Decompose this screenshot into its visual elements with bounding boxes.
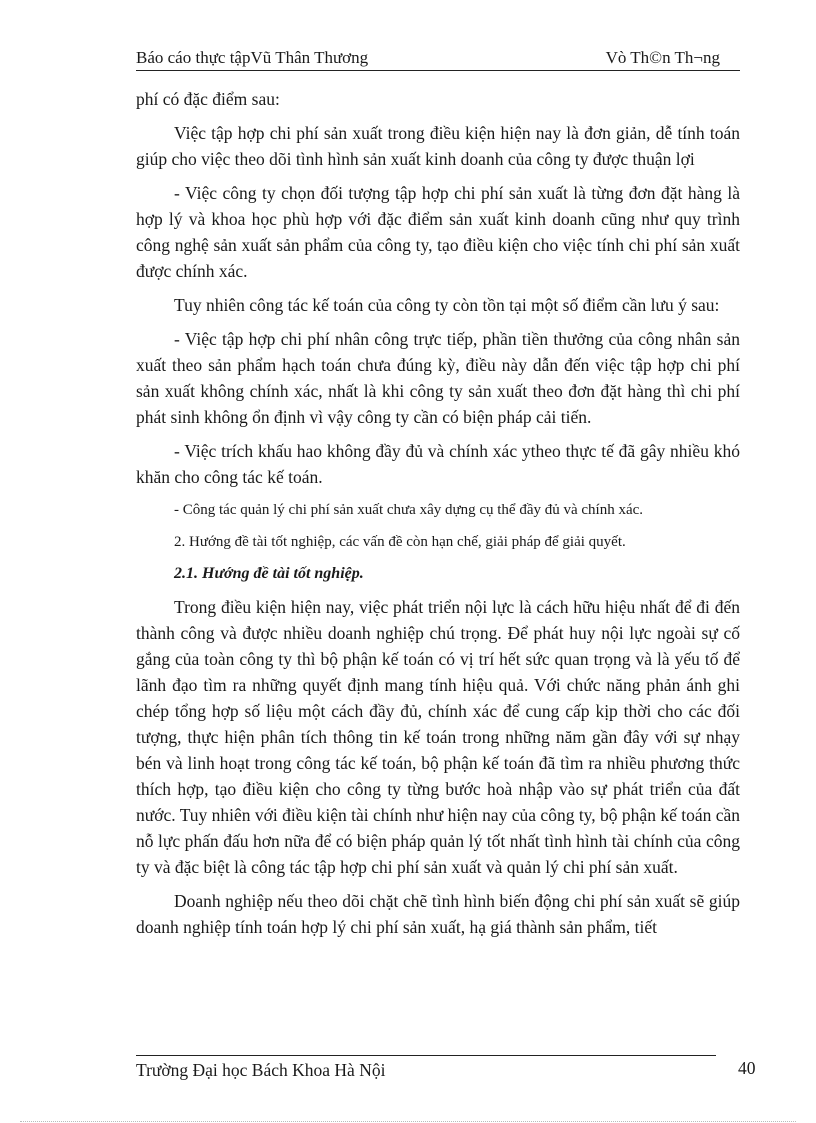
subsection-heading: 2.1. Hướng đề tài tốt nghiệp. xyxy=(174,565,364,582)
header-title-left: Báo cáo thực tậpVũ Thân Thương xyxy=(136,48,369,67)
footer-divider xyxy=(136,1055,716,1056)
document-body xyxy=(136,86,740,940)
paragraph: Việc tập hợp chi phí sản xuất trong điều kiện hiện nay là đơn giản, dễ tính toán giúp cho việc theo dõi tình hình sản xuất kinh doanh của công ty được thuận lợi xyxy=(136,123,740,169)
paragraph: Tuy nhiên công tác kế toán của công ty còn tồn tại một số điểm cần lưu ý sau: xyxy=(174,295,720,315)
section-heading: 2. Hướng đề tài tốt nghiệp, các vấn đề còn hạn chế, giải pháp để giải quyết. xyxy=(174,534,626,550)
paragraph: Doanh nghiệp nếu theo dõi chặt chẽ tình hình biến động chi phí sản xuất sẽ giúp doanh nghiệp tính toán hợp lý chi phí sản xuất, hạ giá thành sản phẩm, tiết xyxy=(136,891,740,937)
paragraph: - Việc công ty chọn đối tượng tập hợp chi phí sản xuất là từng đơn đặt hàng là hợp lý và khoa học phù hợp với đặc điểm sản xuất kinh doanh cũng như quy trình công nghệ sản xuất sản phẩm của công ty, tạo điều kiện cho việc tính chi phí sản xuất được chính xác. xyxy=(136,183,740,281)
footer-school: Trường Đại học Bách Khoa Hà Nội xyxy=(136,1060,386,1080)
paragraph: - Việc tập hợp chi phí nhân công trực tiếp, phần tiền thưởng của công nhân sản xuất theo sản phẩm hạch toán chưa đúng kỳ, điều này dẫn đến việc tập hợp chi phí sản xuất không chính xác, nhất là khi công ty sản xuất theo đơn đặt hàng thì chi phí phát sinh không ổn định vì vậy công ty cần có biện pháp cải tiến. xyxy=(136,329,740,427)
page-bottom-border xyxy=(20,1121,796,1122)
page-header xyxy=(136,46,740,71)
paragraph: - Công tác quản lý chi phí sản xuất chưa xây dựng cụ thể đầy đủ và chính xác. xyxy=(174,502,644,518)
header-author-right: Vò Th©n Th¬ng xyxy=(605,48,720,67)
page-number: 40 xyxy=(738,1058,756,1078)
paragraph: Trong điều kiện hiện nay, việc phát triển nội lực là cách hữu hiệu nhất để đi đến thành công và được nhiều doanh nghiệp chú trọng. Để phát huy nội lực ngoài sự cố gắng của toàn công ty thì bộ phận kế toán có vị trí hết sức quan trọng và là yếu tố để lãnh đạo tìm ra những quyết định mang tính hiệu quả. Với chức năng phản ánh ghi chép tổng hợp số liệu một cách đầy đủ, chính xác để cung cấp kịp thời cho các đối tượng, thực hiện phân tích thông tin kế toán trong những năm gần đây với sự nhạy bén và linh hoạt trong công tác kế toán, bộ phận kế toán đã tìm ra nhiều phương thức thích hợp, tạo điều kiện cho công ty từng bước hoà nhập vào sự phát triển của đất nước. Tuy nhiên với điều kiện tài chính như hiện nay của công ty, bộ phận kế toán cần nỗ lực phấn đấu hơn nữa để có biện pháp quản lý tốt nhất tình hình tài chính của công ty và đặc biệt là công tác tập hợp chi phí sản xuất và quản lý chi phí sản xuất. xyxy=(136,597,740,877)
paragraph: phí có đặc điểm sau: xyxy=(136,89,280,109)
paragraph: - Việc trích khấu hao không đầy đủ và chính xác ytheo thực tế đã gây nhiều khó khăn cho công tác kế toán. xyxy=(136,441,740,487)
